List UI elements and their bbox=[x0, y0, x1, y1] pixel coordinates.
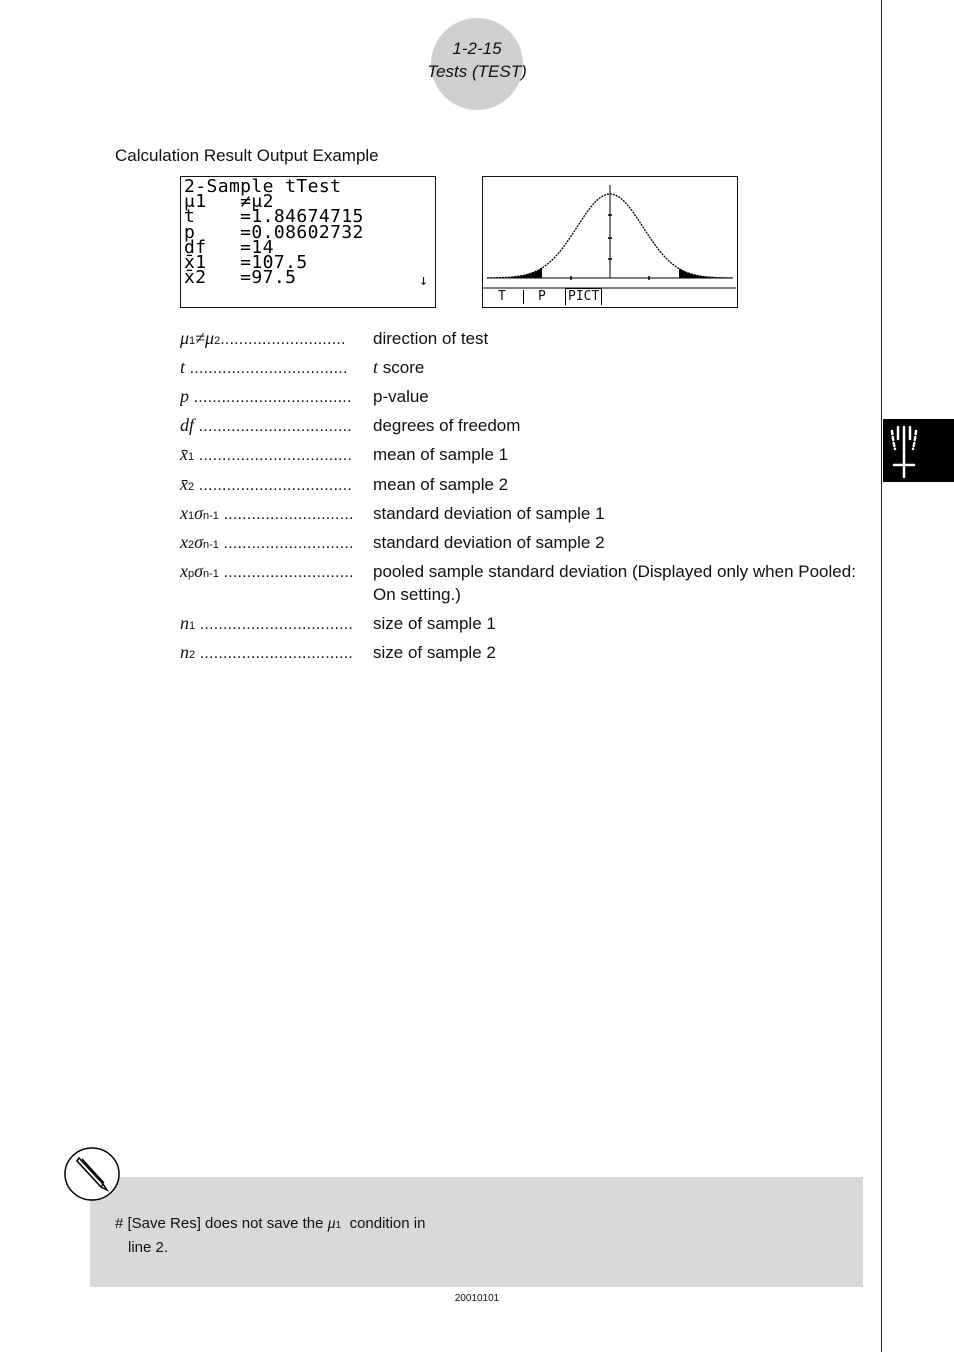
term-subscript: 2 bbox=[188, 481, 195, 493]
term-symbol: σ bbox=[194, 503, 204, 523]
term-subscript: 2 bbox=[188, 539, 195, 551]
term-subscript: 1 bbox=[188, 510, 195, 522]
term-subscript: 1 bbox=[189, 620, 196, 632]
description-text: pooled sample standard deviation (Displayed only when Pooled: On setting.) bbox=[373, 562, 856, 604]
result-line: x̄1 =107.5 bbox=[184, 251, 308, 273]
definition-description bbox=[373, 502, 873, 525]
definition-description bbox=[373, 385, 873, 408]
note-text bbox=[115, 1213, 495, 1259]
leader-dots: ................................. bbox=[194, 447, 353, 464]
definition-description bbox=[373, 414, 873, 437]
term-subscript: 1 bbox=[189, 335, 196, 347]
definition-description bbox=[373, 473, 873, 496]
leader-dots: .................................. bbox=[185, 360, 348, 377]
leader-dots: ................................. bbox=[194, 477, 353, 494]
definition-term bbox=[180, 356, 370, 380]
leader-dots: ............................ bbox=[218, 535, 354, 552]
description-text: standard deviation of sample 2 bbox=[373, 533, 605, 552]
description-text: direction of test bbox=[373, 329, 489, 348]
note-prefix: # [Save Res] does not save the bbox=[115, 1215, 328, 1232]
calculator-result-screen bbox=[180, 176, 436, 308]
note-symbol: μ bbox=[327, 1215, 336, 1232]
definition-description bbox=[373, 641, 873, 664]
term-symbol: n bbox=[180, 613, 189, 633]
calculator-graph-screen bbox=[482, 176, 738, 308]
leader-dots: ................................. bbox=[195, 616, 354, 633]
definition-term bbox=[180, 502, 370, 528]
term-symbol: x̄ bbox=[180, 444, 188, 464]
leader-dots: ............................ bbox=[218, 564, 354, 581]
pencil-note-icon bbox=[63, 1146, 121, 1202]
term-symbol: x bbox=[180, 503, 188, 523]
t-distribution-graph bbox=[483, 177, 736, 306]
description-text: p-value bbox=[373, 387, 429, 406]
term-subscript: p bbox=[188, 568, 195, 580]
description-text: mean of sample 2 bbox=[373, 475, 509, 494]
description-text: size of sample 1 bbox=[373, 614, 496, 633]
leader-dots: .................................. bbox=[189, 389, 352, 406]
term-symbol: σ bbox=[194, 561, 204, 581]
term-symbol: ≠μ bbox=[195, 328, 215, 348]
distribution-icon bbox=[883, 419, 954, 482]
result-line: 2-Sample tTest bbox=[184, 176, 342, 197]
definition-term bbox=[180, 531, 370, 557]
definition-description bbox=[373, 327, 873, 350]
term-symbol: μ bbox=[180, 328, 190, 348]
description-symbol: t bbox=[373, 357, 379, 377]
description-text: degrees of freedom bbox=[373, 416, 521, 435]
menu-divider bbox=[523, 290, 524, 304]
result-line: df =14 bbox=[184, 236, 274, 258]
result-lines bbox=[184, 176, 364, 289]
result-line: x̄2 =97.5 bbox=[184, 267, 297, 289]
section-name: Tests (TEST) bbox=[427, 62, 527, 81]
note-suffix: condition in bbox=[341, 1215, 426, 1232]
definition-term bbox=[180, 414, 370, 438]
leader-dots: ........................... bbox=[220, 331, 346, 348]
definition-description bbox=[373, 356, 873, 379]
function-menu bbox=[483, 288, 736, 306]
definition-description bbox=[373, 560, 873, 606]
term-symbol: t bbox=[180, 357, 186, 377]
result-line: t =1.84674715 bbox=[184, 206, 364, 228]
definition-term bbox=[180, 641, 370, 667]
term-symbol: σ bbox=[194, 532, 204, 552]
term-subscript: n-1 bbox=[203, 539, 219, 551]
term-symbol: p bbox=[180, 386, 189, 406]
definition-description bbox=[373, 443, 873, 466]
footer-code: 20010101 bbox=[454, 1293, 500, 1304]
definition-term bbox=[180, 443, 370, 469]
leader-dots: ................................. bbox=[195, 645, 354, 662]
definition-term bbox=[180, 560, 370, 586]
description-text: size of sample 2 bbox=[373, 643, 496, 662]
menu-t[interactable]: T bbox=[498, 289, 506, 304]
result-line: μ1 ≠μ2 bbox=[184, 191, 274, 213]
leader-dots: ................................. bbox=[194, 418, 352, 435]
definition-term bbox=[180, 327, 370, 353]
definition-term bbox=[180, 473, 370, 499]
term-subscript: 1 bbox=[188, 451, 195, 463]
page-edge-rule bbox=[881, 0, 882, 1352]
note-symbol-sub: 1 bbox=[335, 1220, 342, 1231]
term-symbol: df bbox=[180, 415, 195, 435]
result-line: p =0.08602732 bbox=[184, 221, 364, 243]
term-symbol: x bbox=[180, 561, 188, 581]
definition-term bbox=[180, 612, 370, 638]
term-subscript: 2 bbox=[189, 649, 196, 661]
term-symbol: n bbox=[180, 642, 189, 662]
menu-p[interactable]: P bbox=[538, 289, 546, 304]
page-number: 1-2-15 bbox=[452, 39, 502, 58]
scroll-down-icon: ↓ bbox=[418, 271, 428, 289]
description-text: score bbox=[378, 358, 425, 377]
section-title: Calculation Result Output Example bbox=[115, 146, 379, 165]
note-line2: line 2. bbox=[128, 1239, 169, 1256]
leader-dots: ............................ bbox=[218, 506, 354, 523]
term-symbol: x bbox=[180, 532, 188, 552]
definition-description bbox=[373, 531, 873, 554]
description-text: mean of sample 1 bbox=[373, 445, 509, 464]
term-subscript: n-1 bbox=[203, 510, 219, 522]
term-subscript: 2 bbox=[214, 335, 221, 347]
definition-description bbox=[373, 612, 873, 635]
description-text: standard deviation of sample 1 bbox=[373, 504, 605, 523]
chapter-tab bbox=[883, 419, 954, 482]
menu-pict[interactable]: PICT bbox=[565, 288, 602, 305]
definition-term bbox=[180, 385, 370, 409]
term-subscript: n-1 bbox=[203, 568, 219, 580]
term-symbol: x̄ bbox=[180, 474, 188, 494]
